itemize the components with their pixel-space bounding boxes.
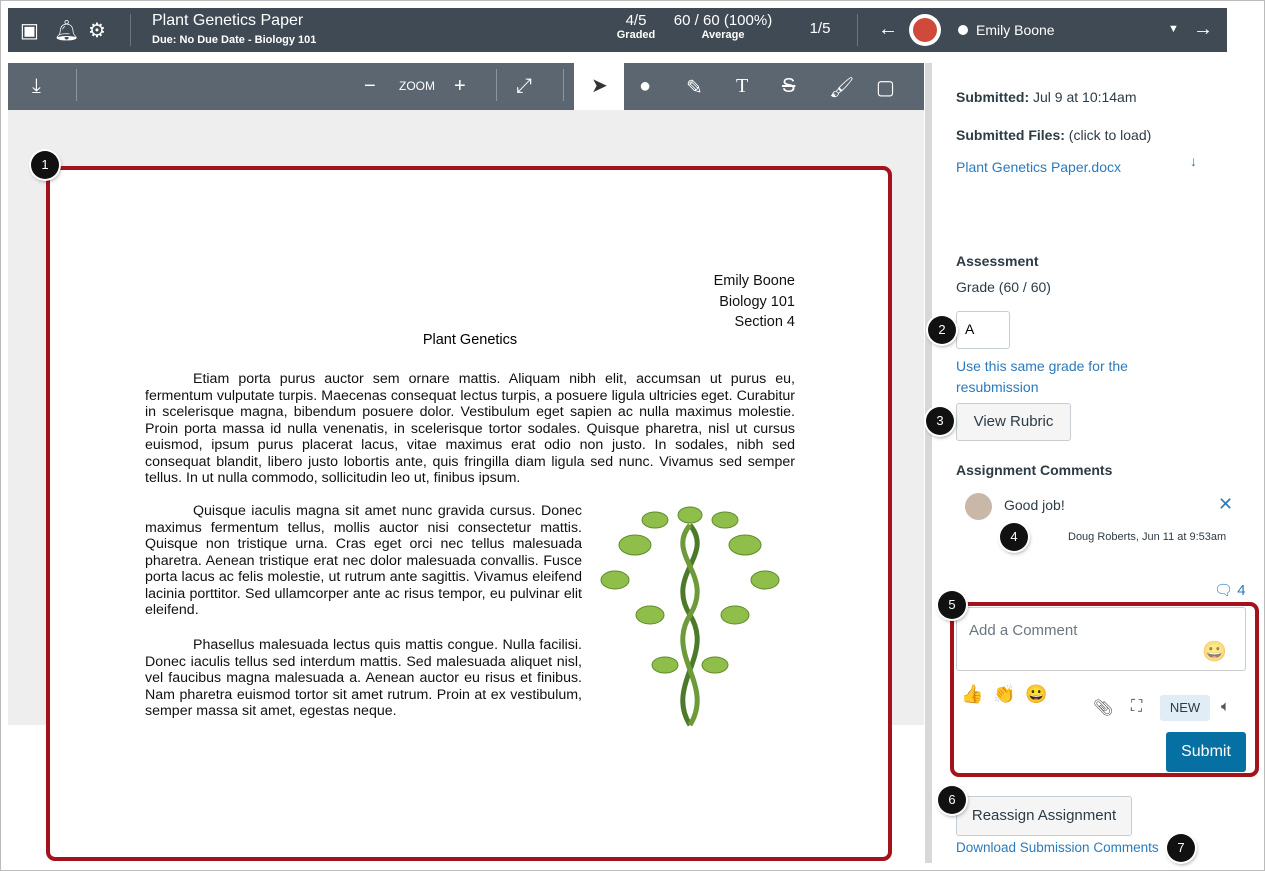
doc-paragraph: Quisque iaculis magna sit amet nunc gravida cursus. Donec maximus fermentum tellus, mollis auctor nisi consectetur mattis. Quisque non tristique urna. Cras eget orci nec tellus malesuada pharetra. Aenean tristique erat nec dolor malesuada convallis. Fusce porta lacus ac felis molestie, ut rutrum ante sagittis. Vivamus eleifend lacinia porttitor. Sed ullamcorper ante ac risus tempor, eu pulvinar elit eleifend. <box>145 503 582 618</box>
doc-paragraph: Etiam porta purus auctor sem ornare mattis. Aliquam nibh elit, accumsan ut purus eu, fermentum vulputate turpis. Maecenas consequat lectus turpis, a posuere ligula ultricies eget. Curabitur in scelerisque magna, bibendum posuere dolor. Vestibulum eget sapien ac nulla maximus molestie. Proin porta massa id nulla venenatis, in scelerisque tortor sodales. Quisque pharetra, nisl ut cursus euismod, ipsum purus placerat lacus, vitae maximus erat odio non justo. In sodales, nibh sed consequat blandit, libero justo lobortis ante, quis fringilla diam ligula sed nunc. Vivamus sed semper tellus. In ut nulla commodo, sollicitudin leo ut, finibus ipsum. <box>145 371 795 486</box>
thumbs-up-emoji[interactable]: 👍 <box>961 684 984 704</box>
download-file-icon[interactable]: ↓ <box>1190 153 1197 169</box>
delete-comment-icon[interactable]: ✕ <box>1218 494 1234 514</box>
download-comments-link[interactable]: Download Submission Comments <box>956 840 1159 855</box>
viewer-toolbar <box>8 63 574 110</box>
student-select[interactable]: Emily Boone <box>976 22 1055 38</box>
new-badge: NEW <box>1160 695 1210 721</box>
callout-5: 5 <box>938 591 966 619</box>
fullscreen-icon[interactable]: ⤢ <box>516 75 532 97</box>
download-icon[interactable]: ⤓ <box>32 75 41 97</box>
top-bar <box>8 8 1227 52</box>
document-page <box>46 166 892 861</box>
callout-1: 1 <box>31 151 59 179</box>
comment-text: Good job! <box>1004 497 1065 513</box>
grade-input[interactable]: A <box>956 311 1010 349</box>
status-dot <box>958 25 968 35</box>
dna-plant-image <box>595 505 790 730</box>
doc-course: Biology 101 <box>719 293 795 310</box>
reassign-assignment-button[interactable]: Reassign Assignment <box>956 796 1132 836</box>
average-stat: 60 / 60 (100%) Average <box>673 12 773 41</box>
clap-emoji[interactable]: 👏 <box>993 684 1016 704</box>
assessment-heading: Assessment <box>956 253 1039 269</box>
doc-title: Plant Genetics <box>422 332 518 348</box>
view-rubric-button[interactable]: View Rubric <box>956 403 1071 441</box>
draw-icon[interactable]: 🖌︎ <box>829 77 855 99</box>
callout-3: 3 <box>926 407 954 435</box>
doc-author: Emily Boone <box>713 273 795 289</box>
comment-meta: Doug Roberts, Jun 11 at 9:53am <box>1068 531 1227 543</box>
same-grade-link[interactable]: Use this same grade for the resubmission <box>956 358 1128 395</box>
doc-section: Section 4 <box>734 314 795 330</box>
graded-stat: 4/5 Graded <box>616 12 656 41</box>
annotation-toolbar <box>624 63 924 110</box>
callout-7: 7 <box>1167 834 1195 862</box>
doc-paragraph: Phasellus malesuada lectus quis mattis congue. Nulla facilisi. Donec iaculis tellus sed interdum mattis. Sed malesuada aliquet nisl, vel faucibus magna malesuada a. Aenean auctor eu risus et finibus. Nam pharetra euismod tortor sit amet rutrum. Proin at ex vestibulum, semper massa sit amet, egestas neque. <box>145 637 582 719</box>
grade-label: Grade (60 / 60) <box>956 279 1051 295</box>
gear-icon[interactable]: ⚙ <box>88 20 106 42</box>
area-icon[interactable]: ▢ <box>876 77 895 99</box>
student-position: 1/5 <box>809 20 831 37</box>
select-pointer-icon[interactable]: ➤ <box>591 75 608 97</box>
highlight-icon[interactable]: ✎ <box>686 77 703 99</box>
comment-count-icon[interactable]: 🗨︎ 4 <box>1214 582 1246 599</box>
assignment-title[interactable]: Plant Genetics Paper <box>152 12 304 29</box>
bell-icon[interactable]: 🔔︎ <box>54 20 80 42</box>
chevron-down-icon[interactable]: ▼ <box>1168 23 1179 35</box>
assignment-icon[interactable]: ▣ <box>20 20 39 42</box>
comments-heading: Assignment Comments <box>956 462 1113 478</box>
text-icon[interactable]: T <box>736 75 749 97</box>
commenter-avatar <box>965 493 992 520</box>
attach-icon[interactable]: 📎︎ <box>1093 700 1114 717</box>
previous-student-arrow-icon[interactable]: ← <box>878 18 898 40</box>
submitted-info: Submitted: Jul 9 at 10:14am <box>956 89 1137 105</box>
strikeout-icon[interactable]: S <box>782 75 796 97</box>
grin-emoji[interactable]: 😀 <box>1025 684 1048 704</box>
callout-6: 6 <box>938 786 966 814</box>
next-student-arrow-icon[interactable]: → <box>1193 18 1213 40</box>
speaker-icon[interactable]: 🔈︎ <box>1221 698 1231 715</box>
submitted-files: Submitted Files: (click to load) <box>956 127 1152 143</box>
zoom-out-icon[interactable]: − <box>364 75 376 97</box>
submitted-file-link[interactable]: Plant Genetics Paper.docx <box>956 159 1121 175</box>
media-record-icon[interactable]: ⛶ <box>1131 698 1143 715</box>
zoom-in-icon[interactable]: + <box>454 75 466 97</box>
point-annotation-icon[interactable]: ● <box>639 75 652 97</box>
callout-2: 2 <box>928 316 956 344</box>
due-date: Due: No Due Date - Biology 101 <box>152 34 317 46</box>
panel-resize-handle[interactable] <box>925 63 932 863</box>
zoom-label: ZOOM <box>399 79 435 93</box>
emoji-picker-icon[interactable]: 😀 <box>1202 641 1227 663</box>
submit-comment-button[interactable]: Submit <box>1166 732 1246 772</box>
avatar <box>909 14 941 46</box>
callout-4: 4 <box>1000 523 1028 551</box>
comment-input[interactable]: Add a Comment <box>956 607 1246 671</box>
